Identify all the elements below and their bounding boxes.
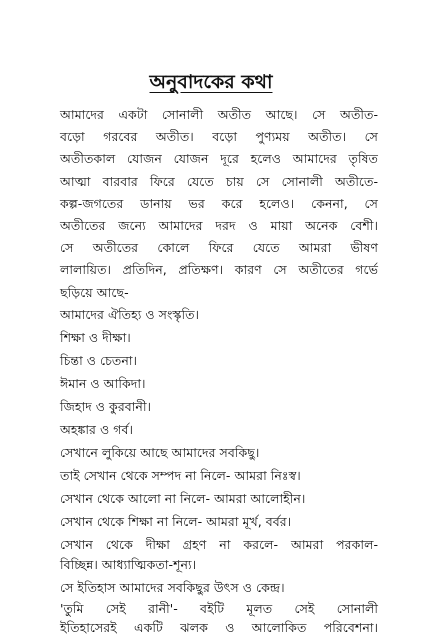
list-item: শিক্ষা ও দীক্ষা।: [60, 330, 131, 345]
paragraph-line: কল্প-জগতের ডানায় ভর করে হলেও। কেননা, সে: [60, 195, 378, 211]
list-item: সেখানে লুকিয়ে আছে আমাদের সবকিছু।: [60, 445, 260, 460]
list-item: 'তুমি সেই রানী'- বইটি মূলত সেই সোনালী: [60, 601, 378, 616]
paragraph-line: অতীতকাল যোজন যোজন দূরে হলেও আমাদের তৃষিত: [60, 151, 378, 167]
list-item: তাই সেখান থেকে সম্পদ না নিলে- আমরা নিঃস্ব।: [60, 468, 301, 483]
list-item: অহঙ্কার ও গর্ব।: [60, 422, 134, 437]
page-title: অনুবাদকের কথা: [149, 71, 273, 93]
list-item: সেখান থেকে শিক্ষা না নিলে- আমরা মূর্খ, বর্বর।: [60, 514, 292, 529]
list-item: ঈমান ও আকিদা।: [60, 376, 146, 391]
list-item: জিহাদ ও কুরবানী।: [60, 399, 152, 414]
list-item: সেখান থেকে দীক্ষা গ্রহণ না করলে- আমরা পরকাল-: [60, 537, 378, 552]
list-item: চিন্তা ও চেতনা।: [60, 353, 138, 368]
paragraph-line: সে অতীতের কোলে ফিরে যেতে আমরা ভীষণ: [60, 240, 378, 256]
list-item: আমাদের ঐতিহ্য ও সংস্কৃতি।: [60, 307, 200, 322]
paragraph-line: আমাদের একটা সোনালী অতীত আছে। সে অতীত-: [60, 107, 378, 122]
intro-paragraph: [60, 104, 378, 304]
paragraph-line: আত্মা বারবার ফিরে যেতে চায় সে সোনালী অতীতে-: [60, 173, 378, 189]
paragraph-line: অতীতের জন্যে আমাদের দরদ ও মায়া অনেক বেশী।: [60, 218, 378, 234]
paragraph-line: লালায়িত। প্রতিদিন, প্রতিক্ষণ। কারণ সে অতীতের গর্ভে: [60, 262, 378, 278]
list-item: সেখান থেকে আলো না নিলে- আমরা আলোহীন।: [60, 491, 306, 506]
list-item: বিচ্ছিন্ন। আধ্যাত্মিকতা-শূন্য।: [60, 557, 197, 572]
list-item: সে ইতিহাস আমাদের সবকিছুর উৎস ও কেন্দ্র।: [60, 580, 285, 595]
paragraph-line: ছড়িয়ে আছে-: [60, 284, 129, 300]
list-item: ইতিহাসেরই একটি ঝলক ও আলোকিত পরিবেশনা।: [60, 620, 378, 635]
paragraph-line: বড়ো গরবের অতীত। বড়ো পুণ্যময় অতীত। সে: [60, 129, 378, 145]
